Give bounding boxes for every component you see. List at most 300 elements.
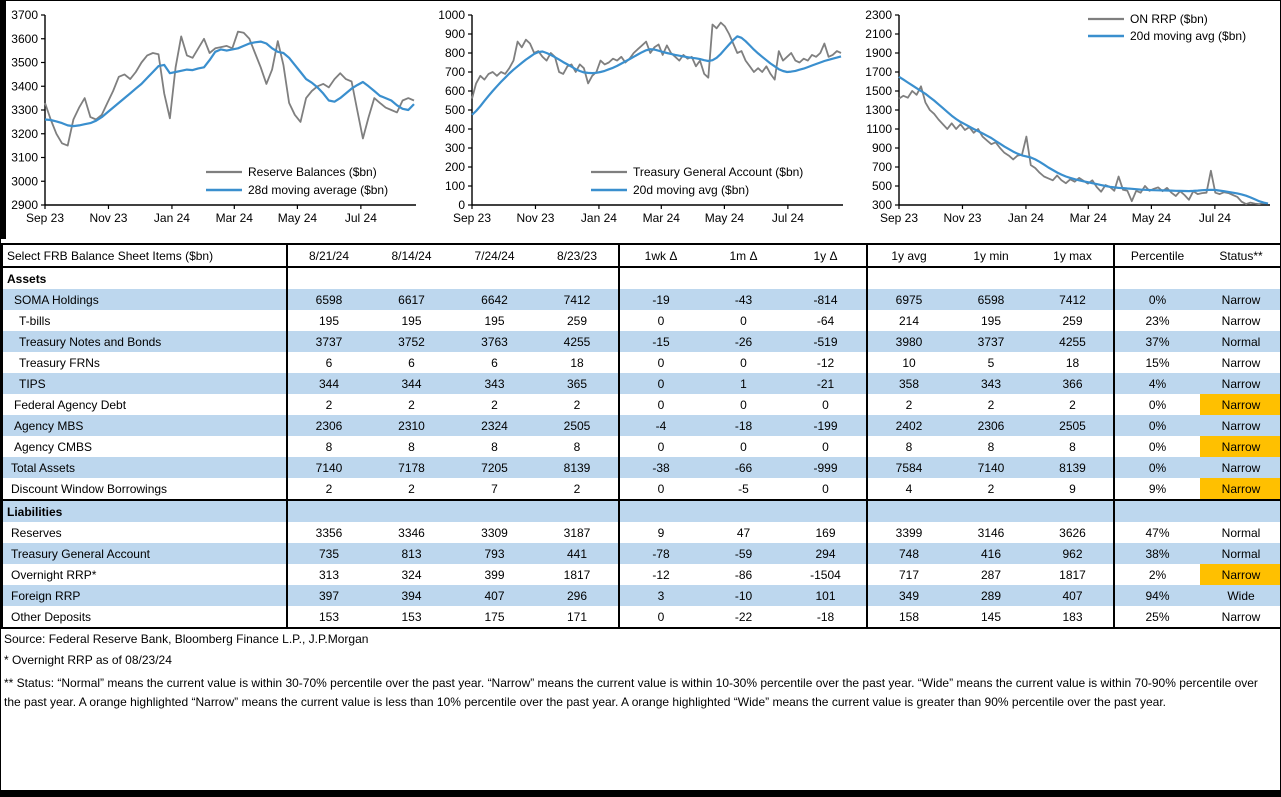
- row-label: Reserves: [2, 522, 287, 543]
- y-tick-label: 2900: [11, 198, 38, 212]
- table-cell: 7178: [370, 457, 453, 478]
- table-cell: -15: [619, 331, 702, 352]
- table-row: [2, 585, 1281, 606]
- table-cell: 3: [619, 585, 702, 606]
- table-cell: 349: [867, 585, 950, 606]
- table-cell: 8: [408, 439, 415, 454]
- series-line: [45, 32, 414, 146]
- footnote-overnight-rrp: * Overnight RRP as of 08/23/24: [4, 653, 172, 667]
- table-cell: 2310: [370, 415, 453, 436]
- line-chart-svg: [1, 3, 428, 240]
- y-tick-label: 700: [871, 160, 892, 174]
- column-header: Status**: [1219, 248, 1263, 263]
- column-header: 8/21/24: [308, 248, 350, 263]
- table-cell: 1: [702, 373, 785, 394]
- table-cell: 195: [980, 313, 1002, 328]
- table-cell: -12: [785, 352, 867, 373]
- frb-balance-sheet-table: [1, 243, 1281, 629]
- table-cell: 0: [657, 481, 665, 496]
- table-cell: 6975: [867, 289, 950, 310]
- table-cell: 5: [987, 355, 995, 370]
- table-cell: 344: [370, 373, 453, 394]
- y-tick-label: 2100: [865, 27, 892, 41]
- table-cell: 0: [657, 355, 665, 370]
- series-line: [472, 36, 841, 115]
- table-cell: [287, 267, 370, 289]
- x-tick-label: May 24: [704, 211, 745, 225]
- status-badge: Normal: [1200, 543, 1281, 564]
- table-row: [2, 543, 1281, 564]
- status-badge: Narrow: [1200, 436, 1281, 457]
- y-tick-label: 3400: [11, 79, 38, 94]
- y-tick-label: 3100: [11, 150, 38, 165]
- y-tick-label: 1000: [438, 8, 465, 22]
- chart-reserve-balances: [1, 3, 428, 240]
- table-cell: -38: [619, 457, 702, 478]
- table-cell: 4: [905, 481, 913, 496]
- table-cell: 6617: [370, 289, 453, 310]
- charts-row: [1, 1, 1280, 243]
- table-cell: 358: [867, 373, 950, 394]
- table-cell: 3737: [950, 331, 1032, 352]
- table-cell: 0: [740, 313, 747, 328]
- table-cell: 175: [484, 609, 505, 624]
- table-row: [2, 478, 1281, 500]
- row-label: Agency CMBS: [2, 436, 287, 457]
- table-cell: 2: [536, 478, 619, 500]
- status-badge: Narrow: [1200, 457, 1281, 478]
- column-header: 7/24/24: [474, 248, 515, 263]
- table-header-row: [2, 244, 1281, 267]
- table-cell: -999: [785, 457, 867, 478]
- table-cell: 8: [491, 439, 498, 454]
- table-cell: 6: [325, 355, 333, 370]
- percentile-cell: 25%: [1145, 609, 1170, 624]
- table-cell: 289: [950, 585, 1032, 606]
- row-label: Treasury General Account: [2, 543, 287, 564]
- table-cell: 9: [1032, 478, 1114, 500]
- column-header: Percentile: [1130, 248, 1185, 263]
- table-cell: 748: [867, 543, 950, 564]
- table-cell: -1504: [785, 564, 867, 585]
- legend-label: ON RRP ($bn): [1130, 12, 1208, 26]
- table-cell: -519: [785, 331, 867, 352]
- table-cell: 2: [1032, 394, 1114, 415]
- y-tick-label: 500: [444, 103, 465, 117]
- chart-treasury-general-account: [428, 3, 855, 240]
- table-cell: 3752: [370, 331, 453, 352]
- table-cell: [702, 500, 785, 522]
- table-cell: 313: [318, 567, 340, 582]
- row-label: T-bills: [2, 310, 287, 331]
- x-tick-label: Jan 24: [580, 211, 617, 225]
- column-header: 1m Δ: [729, 248, 758, 263]
- percentile-cell: 0%: [1114, 457, 1200, 478]
- column-header: 1y min: [973, 248, 1009, 263]
- table-cell: 2402: [867, 415, 950, 436]
- y-tick-label: 100: [444, 179, 465, 193]
- x-tick-label: Jul 24: [344, 211, 377, 225]
- y-tick-label: 1300: [865, 103, 892, 117]
- y-tick-label: 300: [871, 198, 892, 212]
- table-cell: 397: [287, 585, 370, 606]
- legend-label: Treasury General Account ($bn): [633, 165, 804, 179]
- table-row: [2, 415, 1281, 436]
- y-tick-label: 200: [444, 160, 465, 174]
- y-tick-label: 1500: [865, 84, 892, 98]
- percentile-cell: 0%: [1148, 439, 1167, 454]
- y-tick-label: 700: [444, 65, 465, 79]
- column-header: 1y max: [1032, 244, 1114, 267]
- table-cell: 399: [484, 567, 505, 582]
- table-cell: 3763: [453, 331, 536, 352]
- table-cell: -814: [785, 289, 867, 310]
- percentile-cell: 38%: [1114, 543, 1200, 564]
- status-badge: Narrow: [1221, 313, 1261, 328]
- table-cell: 195: [484, 313, 505, 328]
- table-cell: 324: [401, 567, 422, 582]
- table-row: [2, 564, 1281, 585]
- table-cell: [950, 267, 1032, 289]
- y-tick-label: 3700: [11, 8, 38, 22]
- table-cell: 407: [453, 585, 536, 606]
- table-cell: 2: [987, 397, 995, 412]
- status-badge: [1200, 267, 1281, 289]
- series-line: [899, 86, 1268, 204]
- table-cell: [785, 500, 867, 522]
- table-cell: 2306: [950, 415, 1032, 436]
- table-cell: 0: [619, 373, 702, 394]
- y-tick-label: 900: [871, 141, 892, 155]
- table-cell: 735: [287, 543, 370, 564]
- table-cell: 3399: [895, 525, 923, 540]
- table-cell: 153: [401, 609, 422, 624]
- x-tick-label: Mar 24: [642, 211, 680, 225]
- percentile-cell: 0%: [1114, 415, 1200, 436]
- x-tick-label: Nov 23: [516, 211, 555, 225]
- section-row: [2, 500, 1281, 522]
- status-badge: Wide: [1200, 585, 1281, 606]
- y-tick-label: 500: [871, 179, 892, 193]
- table-cell: 259: [1032, 310, 1114, 331]
- x-tick-label: Nov 23: [943, 211, 982, 225]
- table-cell: 2324: [453, 415, 536, 436]
- table-cell: -199: [785, 415, 867, 436]
- footnotes: [1, 629, 1280, 712]
- table-cell: 7: [491, 481, 498, 496]
- status-badge: Normal: [1200, 331, 1281, 352]
- column-header: 1wk Δ: [644, 248, 678, 263]
- table-row: [2, 457, 1281, 478]
- row-label: SOMA Holdings: [2, 289, 287, 310]
- y-tick-label: 1900: [865, 46, 892, 60]
- status-badge: Narrow: [1221, 355, 1261, 370]
- table-cell: 169: [785, 522, 867, 543]
- table-cell: 287: [980, 567, 1002, 582]
- status-badge: Narrow: [1200, 394, 1281, 415]
- table-cell: 6642: [453, 289, 536, 310]
- x-tick-label: Jul 24: [771, 211, 804, 225]
- table-cell: 296: [536, 585, 619, 606]
- y-tick-label: 600: [444, 84, 465, 98]
- table-cell: 441: [536, 543, 619, 564]
- row-label: Assets: [2, 267, 287, 289]
- y-tick-label: 1700: [865, 65, 892, 79]
- table-cell: 4255: [1032, 331, 1114, 352]
- row-label: Federal Agency Debt: [2, 394, 287, 415]
- table-cell: 343: [453, 373, 536, 394]
- table-cell: 7140: [950, 457, 1032, 478]
- table-cell: [370, 267, 453, 289]
- table-cell: 195: [401, 313, 422, 328]
- table-cell: [287, 500, 370, 522]
- table-cell: 365: [536, 373, 619, 394]
- table-cell: 3187: [536, 522, 619, 543]
- table-row: [2, 394, 1281, 415]
- percentile-cell: 2%: [1148, 567, 1167, 582]
- x-tick-label: May 24: [1131, 211, 1172, 225]
- table-cell: [536, 267, 619, 289]
- table-cell: 344: [287, 373, 370, 394]
- table-cell: [536, 500, 619, 522]
- x-tick-label: Sep 23: [25, 211, 65, 225]
- table-row: [2, 352, 1281, 373]
- percentile-cell: 37%: [1114, 331, 1200, 352]
- table-cell: 0: [740, 439, 747, 454]
- percentile-cell: 23%: [1145, 313, 1170, 328]
- table-cell: 2: [325, 397, 333, 412]
- table-cell: 294: [785, 543, 867, 564]
- column-header: 8/14/24: [391, 248, 432, 263]
- table-cell: 3356: [315, 525, 343, 540]
- table-cell: 0: [657, 439, 665, 454]
- row-label: Liabilities: [2, 500, 287, 522]
- row-label: Foreign RRP: [2, 585, 287, 606]
- table-cell: 6: [408, 355, 415, 370]
- legend-label: Reserve Balances ($bn): [248, 165, 377, 179]
- table-cell: [867, 267, 950, 289]
- table-cell: 407: [1032, 585, 1114, 606]
- x-tick-label: Mar 24: [1069, 211, 1107, 225]
- table-cell: [1032, 267, 1114, 289]
- table-cell: 8: [536, 436, 619, 457]
- table-cell: [453, 267, 536, 289]
- table-row: [2, 331, 1281, 352]
- table-cell: 0: [740, 355, 747, 370]
- status-badge: Narrow: [1200, 564, 1281, 585]
- status-badge: Narrow: [1200, 415, 1281, 436]
- table-cell: [619, 267, 702, 289]
- x-tick-label: Mar 24: [215, 211, 253, 225]
- table-cell: 343: [950, 373, 1032, 394]
- table-cell: 2: [408, 481, 415, 496]
- line-chart-svg: [855, 3, 1281, 240]
- legend-label: 20d moving avg ($bn): [1130, 29, 1247, 43]
- row-label: TIPS: [2, 373, 287, 394]
- x-tick-label: Jul 24: [1198, 211, 1231, 225]
- table-cell: 1817: [536, 564, 619, 585]
- table-cell: 7140: [287, 457, 370, 478]
- status-badge: Narrow: [1200, 373, 1281, 394]
- table-cell: 3737: [287, 331, 370, 352]
- table-cell: 2505: [1032, 415, 1114, 436]
- table-cell: 3980: [867, 331, 950, 352]
- table-cell: -5: [738, 481, 749, 496]
- table-row: [2, 436, 1281, 457]
- table-cell: 8: [987, 439, 995, 454]
- column-header: 1y Δ: [785, 244, 867, 267]
- y-tick-label: 3300: [11, 103, 38, 117]
- table-cell: -86: [734, 567, 753, 582]
- table-row: [2, 289, 1281, 310]
- table-cell: -10: [702, 585, 785, 606]
- row-label: Other Deposits: [2, 606, 287, 628]
- row-label: Total Assets: [2, 457, 287, 478]
- row-label: Overnight RRP*: [2, 564, 287, 585]
- table-row: [2, 310, 1281, 331]
- table-cell: 2: [491, 397, 498, 412]
- table-cell: 0: [785, 478, 867, 500]
- x-tick-label: Jan 24: [153, 211, 190, 225]
- table-cell: 2: [905, 397, 913, 412]
- table-cell: 6598: [287, 289, 370, 310]
- table-cell: 145: [980, 609, 1002, 624]
- y-tick-label: 900: [444, 27, 465, 41]
- table-cell: [702, 267, 785, 289]
- percentile-cell: [1114, 500, 1200, 522]
- y-tick-label: 2300: [865, 8, 892, 22]
- x-tick-label: Sep 23: [879, 211, 919, 225]
- x-tick-label: Sep 23: [452, 211, 492, 225]
- table-cell: 8139: [536, 457, 619, 478]
- legend-label: 28d moving average ($bn): [248, 183, 389, 197]
- footnote-status-definitions: ** Status: “Normal” means the current value is within 30-70% percentile over the past year. “Narrow” means the current value is within 10-30% percentile over the past year. “Wide” means the current value is within 70-90% percentile over the past year. A orange highlighted “Narrow” means the current value is less than 10% percentile over the past year. A orange highlighted “Wide” means the current value is greater than 90% percentile over the past year.: [4, 676, 1258, 710]
- y-tick-label: 3000: [11, 174, 38, 189]
- row-label: Agency MBS: [2, 415, 287, 436]
- percentile-cell: [1114, 267, 1200, 289]
- table-cell: -26: [702, 331, 785, 352]
- table-cell: -19: [619, 289, 702, 310]
- row-label: Discount Window Borrowings: [2, 478, 287, 500]
- page-left-edge: [1, 1, 6, 239]
- table-cell: 2306: [287, 415, 370, 436]
- table-cell: 18: [1032, 352, 1114, 373]
- table-cell: 183: [1032, 606, 1114, 628]
- chart-on-rrp: [855, 3, 1281, 240]
- table-cell: 0: [740, 397, 747, 412]
- table-row: [2, 522, 1281, 543]
- x-tick-label: Nov 23: [89, 211, 128, 225]
- table-cell: 7205: [453, 457, 536, 478]
- row-label: Treasury Notes and Bonds: [2, 331, 287, 352]
- table-cell: 416: [950, 543, 1032, 564]
- percentile-cell: 9%: [1148, 481, 1167, 496]
- x-tick-label: Jan 24: [1007, 211, 1044, 225]
- y-tick-label: 3500: [11, 55, 38, 70]
- y-tick-label: 1100: [866, 122, 892, 136]
- table-cell: [950, 500, 1032, 522]
- status-badge: Normal: [1221, 525, 1261, 540]
- percentile-cell: 15%: [1145, 355, 1170, 370]
- table-cell: 7412: [1032, 289, 1114, 310]
- table-cell: 2: [408, 397, 415, 412]
- table-cell: 2: [536, 394, 619, 415]
- status-badge: [1200, 500, 1281, 522]
- table-cell: 171: [536, 606, 619, 628]
- legend-label: 20d moving avg ($bn): [633, 183, 750, 197]
- table-cell: 2: [987, 481, 995, 496]
- table-cell: 7412: [536, 289, 619, 310]
- table-cell: -59: [702, 543, 785, 564]
- table-cell: 0: [657, 397, 665, 412]
- table-cell: 4255: [536, 331, 619, 352]
- table-cell: -18: [785, 606, 867, 628]
- table-cell: 8139: [1032, 457, 1114, 478]
- table-cell: [785, 267, 867, 289]
- table-cell: 394: [370, 585, 453, 606]
- table-cell: 259: [536, 310, 619, 331]
- series-line: [899, 77, 1268, 204]
- percentile-cell: 94%: [1114, 585, 1200, 606]
- column-header: 1y avg: [891, 248, 927, 263]
- table-cell: 3309: [481, 525, 508, 540]
- table-cell: -78: [619, 543, 702, 564]
- table-cell: -4: [619, 415, 702, 436]
- series-line: [472, 23, 841, 99]
- percentile-cell: 0%: [1114, 289, 1200, 310]
- table-cell: 962: [1032, 543, 1114, 564]
- table-cell: -64: [785, 310, 867, 331]
- table-cell: 214: [898, 313, 920, 328]
- y-tick-label: 400: [444, 122, 465, 136]
- percentile-cell: 4%: [1114, 373, 1200, 394]
- table-title: Select FRB Balance Sheet Items ($bn): [2, 244, 287, 267]
- table-row: [2, 373, 1281, 394]
- table-cell: -66: [702, 457, 785, 478]
- y-tick-label: 800: [444, 46, 465, 60]
- x-tick-label: May 24: [277, 211, 318, 225]
- table-cell: 195: [318, 313, 340, 328]
- table-cell: 47: [736, 525, 751, 540]
- line-chart-svg: [428, 3, 855, 240]
- table-cell: 3146: [977, 525, 1005, 540]
- table-cell: 0: [657, 313, 665, 328]
- table-cell: 2505: [536, 415, 619, 436]
- source-line: Source: Federal Reserve Bank, Bloomberg Finance L.P., J.P.Morgan: [4, 632, 369, 646]
- table-cell: 8: [1032, 436, 1114, 457]
- table-cell: 3626: [1032, 522, 1114, 543]
- table-cell: 8: [325, 439, 333, 454]
- section-row: [2, 267, 1281, 289]
- table-cell: -43: [702, 289, 785, 310]
- table-cell: 10: [902, 355, 916, 370]
- table-cell: -18: [702, 415, 785, 436]
- status-badge: Narrow: [1200, 289, 1281, 310]
- table-cell: 3346: [398, 525, 425, 540]
- table-cell: 6: [491, 355, 498, 370]
- table-cell: 366: [1032, 373, 1114, 394]
- table-cell: 8: [905, 439, 913, 454]
- table-cell: [867, 500, 950, 522]
- y-tick-label: 0: [458, 198, 465, 212]
- table-cell: 6598: [950, 289, 1032, 310]
- table-cell: [619, 500, 702, 522]
- status-badge: Narrow: [1221, 609, 1261, 624]
- row-label: Treasury FRNs: [2, 352, 287, 373]
- table-cell: 101: [785, 585, 867, 606]
- table-cell: 0: [657, 609, 665, 624]
- percentile-cell: 0%: [1148, 397, 1167, 412]
